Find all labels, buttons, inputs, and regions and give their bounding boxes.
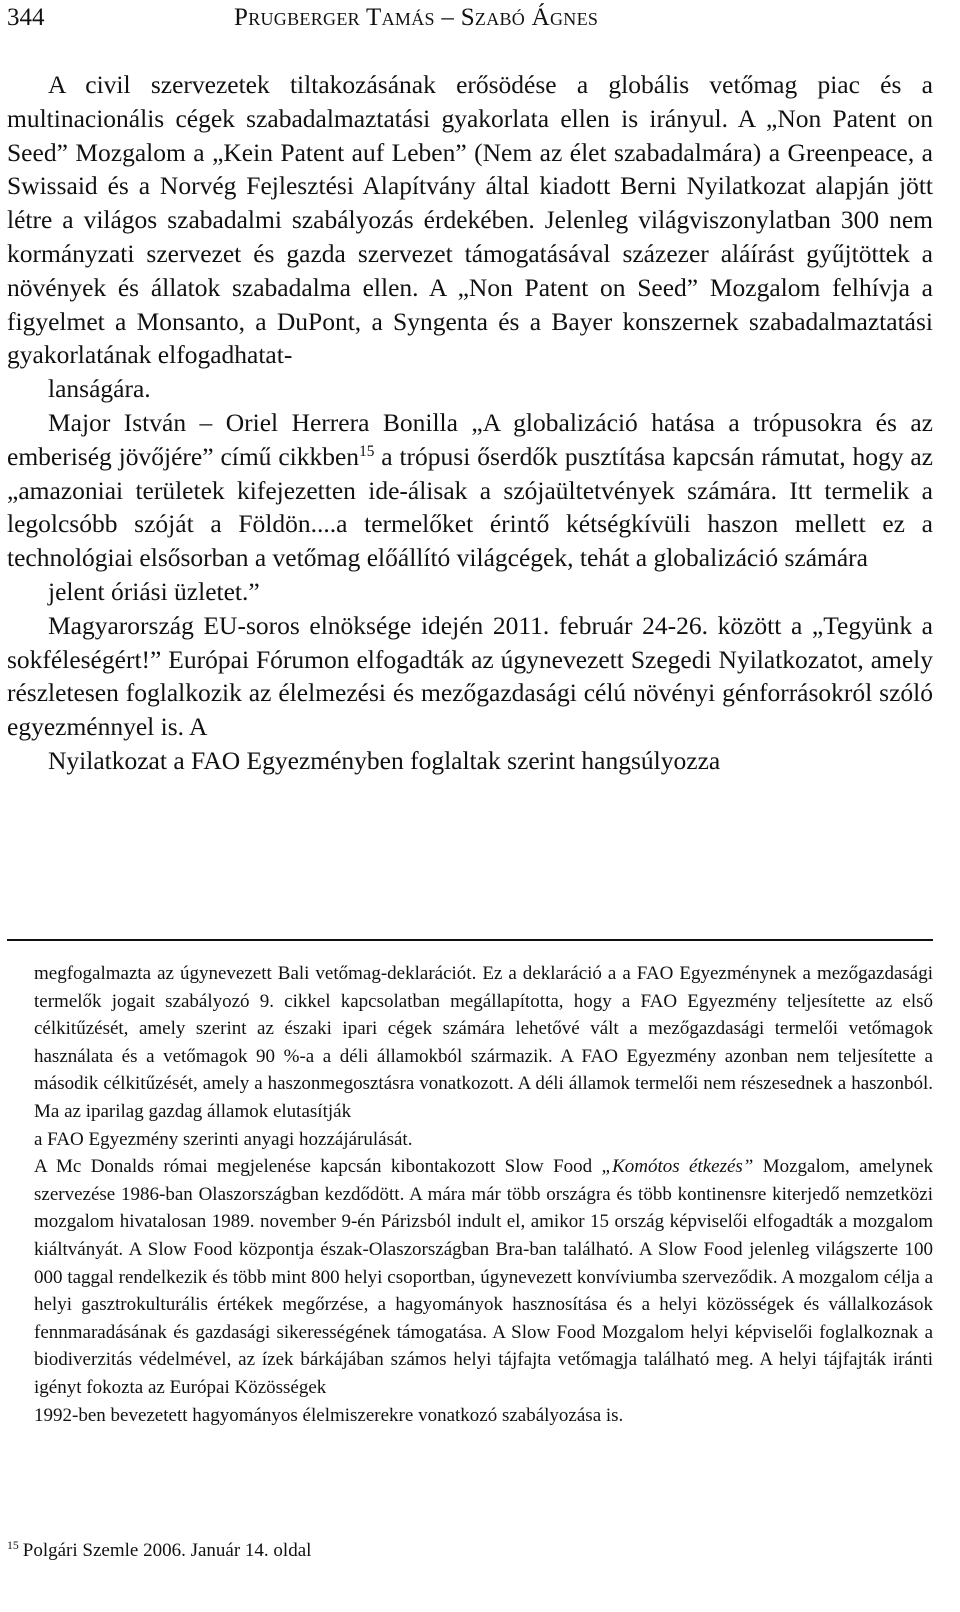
paragraph-text: a trópusi őserdők pusztítása kapcsán rámutat, hogy az „amazoniai területek kifejezetten ide-álisak a szójaültetvények számára. Itt termelik a legolcsóbb szóját a Földön....a termelőket érintő kétségkívüli haszon mellett ez a technológiai elsősorban a vetőmag előállító világcégek, tehát a globalizáció számára xyxy=(7,441,933,573)
footnote-text: megfogalmazta az úgynevezett Bali vetőmag-deklarációt. Ez a deklaráció a a FAO Egyezménynek a mezőgazdasági termelők jogait szabályozó 9. cikkel kapcsolatban megállapította, hogy a FAO Egyezmény teljesítette az első célkitűzését, amely szerint az északi ipari cégek számára lehetővé vált a mezőgazdasági termelői vetőmagok használata és a vetőmagok 90 %-a a déli államokból származik. A FAO Egyezmény azonban nem teljesítette a második célkitűzését, amely a haszonmegosztásra vonatkozott. A déli államok termelői nem részesednek a haszonból. Ma az iparilag gazdag államok elutasítják xyxy=(34,963,933,1122)
footnote-text-end: 1992-ben bevezetett hagyományos élelmiszerekre vonatkozó szabályozása is. xyxy=(34,1404,624,1426)
page-number: 344 xyxy=(7,4,45,31)
paragraph-text: A civil szervezetek tiltakozásának erősödése a globális vetőmag piac és a multinacionális cégek szabadalmaztatási gyakorlata ellen is irányul. A „Non Patent on Seed” Mozgalom a „Kein Patent auf Leben” (Nem az élet szabadalmára) a Greenpeace, a Swissaid és a Norvég Fejlesztési Alapítvány által kiadott Berni Nyilatkozat alapján jött létre a világos szabadalmi szabályozás érdekében. Jelenleg világviszonylatban 300 nem kormányzati szervezet és gazda szervezet támogatásával százezer aláírást gyűjtöttek a növények és állatok szabadalma ellen. A „Non Patent on Seed” Mozgalom felhívja a figyelmet a Monsanto, a DuPont, a Syngenta és a Bayer konszernek szabadalmaztatási gyakorlatának elfogadhatat- xyxy=(7,70,933,370)
running-head: Prugberger Tamás – Szabó Ágnes xyxy=(234,4,599,31)
paragraph-text-end: jelent óriási üzletet.” xyxy=(48,576,260,606)
footnote-text: A Mc Donalds római megjelenése kapcsán kibontakozott Slow Food xyxy=(34,1156,602,1178)
footnote-number: 15 xyxy=(7,1538,19,1552)
footnote-text: Mozgalom, amelynek szervezése 1986-ban Olaszországban kezdődött. A mára már több országra és több kontinensre kiterjedő nemzetközi mozgalom hivatalosan 1989. november 9-én Párizsból indult el, amikor 15 ország képviselői elfogadták a mozgalom kiáltványát. A Slow Food központja észak-Olaszországban Bra-ban található. A Slow Food jelenleg világszerte 100 000 taggal rendelkezik és több mint 800 helyi csoportban, úgynevezett konvíviumba szerveződik. A mozgalom célja a helyi gasztrokulturális értékek megőrzése, a hagyományok hasznosítása és a helyi közösségek és vállalkozások fennmaradásának és gazdasági sikerességének támogatása. A Slow Food Mozgalom helyi képviselői foglalkoznak a biodiverzitás védelmével, az ízek bárkájában számos helyi tájfajta vetőmagja található meg. A helyi tájfajták iránti igényt fokozta az Európai Közösségek xyxy=(34,1156,934,1398)
footnote-italic-title: „Komótos étkezés” xyxy=(601,1156,754,1178)
footnote-reference[interactable]: 15 xyxy=(359,443,375,461)
paragraph-szeged-declaration xyxy=(7,609,933,778)
paragraph-text: Magyarország EU-soros elnöksége idején 2011. február 24-26. között a „Tegyünk a sokféleségért!” Európai Fórumon elfogadták az úgynevezett Szegedi Nyilatkozatot, amely részletesen foglalkozik az élelmezési és mezőgazdasági célú növényi génforrásokról szóló egyezménnyel is. A xyxy=(7,610,933,742)
main-text xyxy=(7,68,933,778)
footnote-separator xyxy=(7,939,933,941)
footnotes-block xyxy=(34,960,933,1429)
paragraph-text: Major István – Oriel Herrera Bonilla „A globalizáció hatása a trópusokra és az emberiség jövőjére” című cikkben xyxy=(7,407,933,471)
footnote-text: Polgári Szemle 2006. Január 14. oldal xyxy=(22,1540,312,1561)
paragraph-text-end: Nyilatkozat a FAO Egyezményben foglaltak szerint hangsúlyozza xyxy=(48,745,721,775)
paragraph-civil-protest xyxy=(7,68,933,406)
footnote-15 xyxy=(7,1537,311,1565)
paragraph-globalization xyxy=(7,406,933,609)
footnote-slow-food xyxy=(34,1153,933,1429)
footnote-continued xyxy=(34,960,933,1153)
footnote-text-end: a FAO Egyezmény szerinti anyagi hozzájárulását. xyxy=(34,1128,413,1150)
paragraph-text-end: lanságára. xyxy=(48,374,151,404)
